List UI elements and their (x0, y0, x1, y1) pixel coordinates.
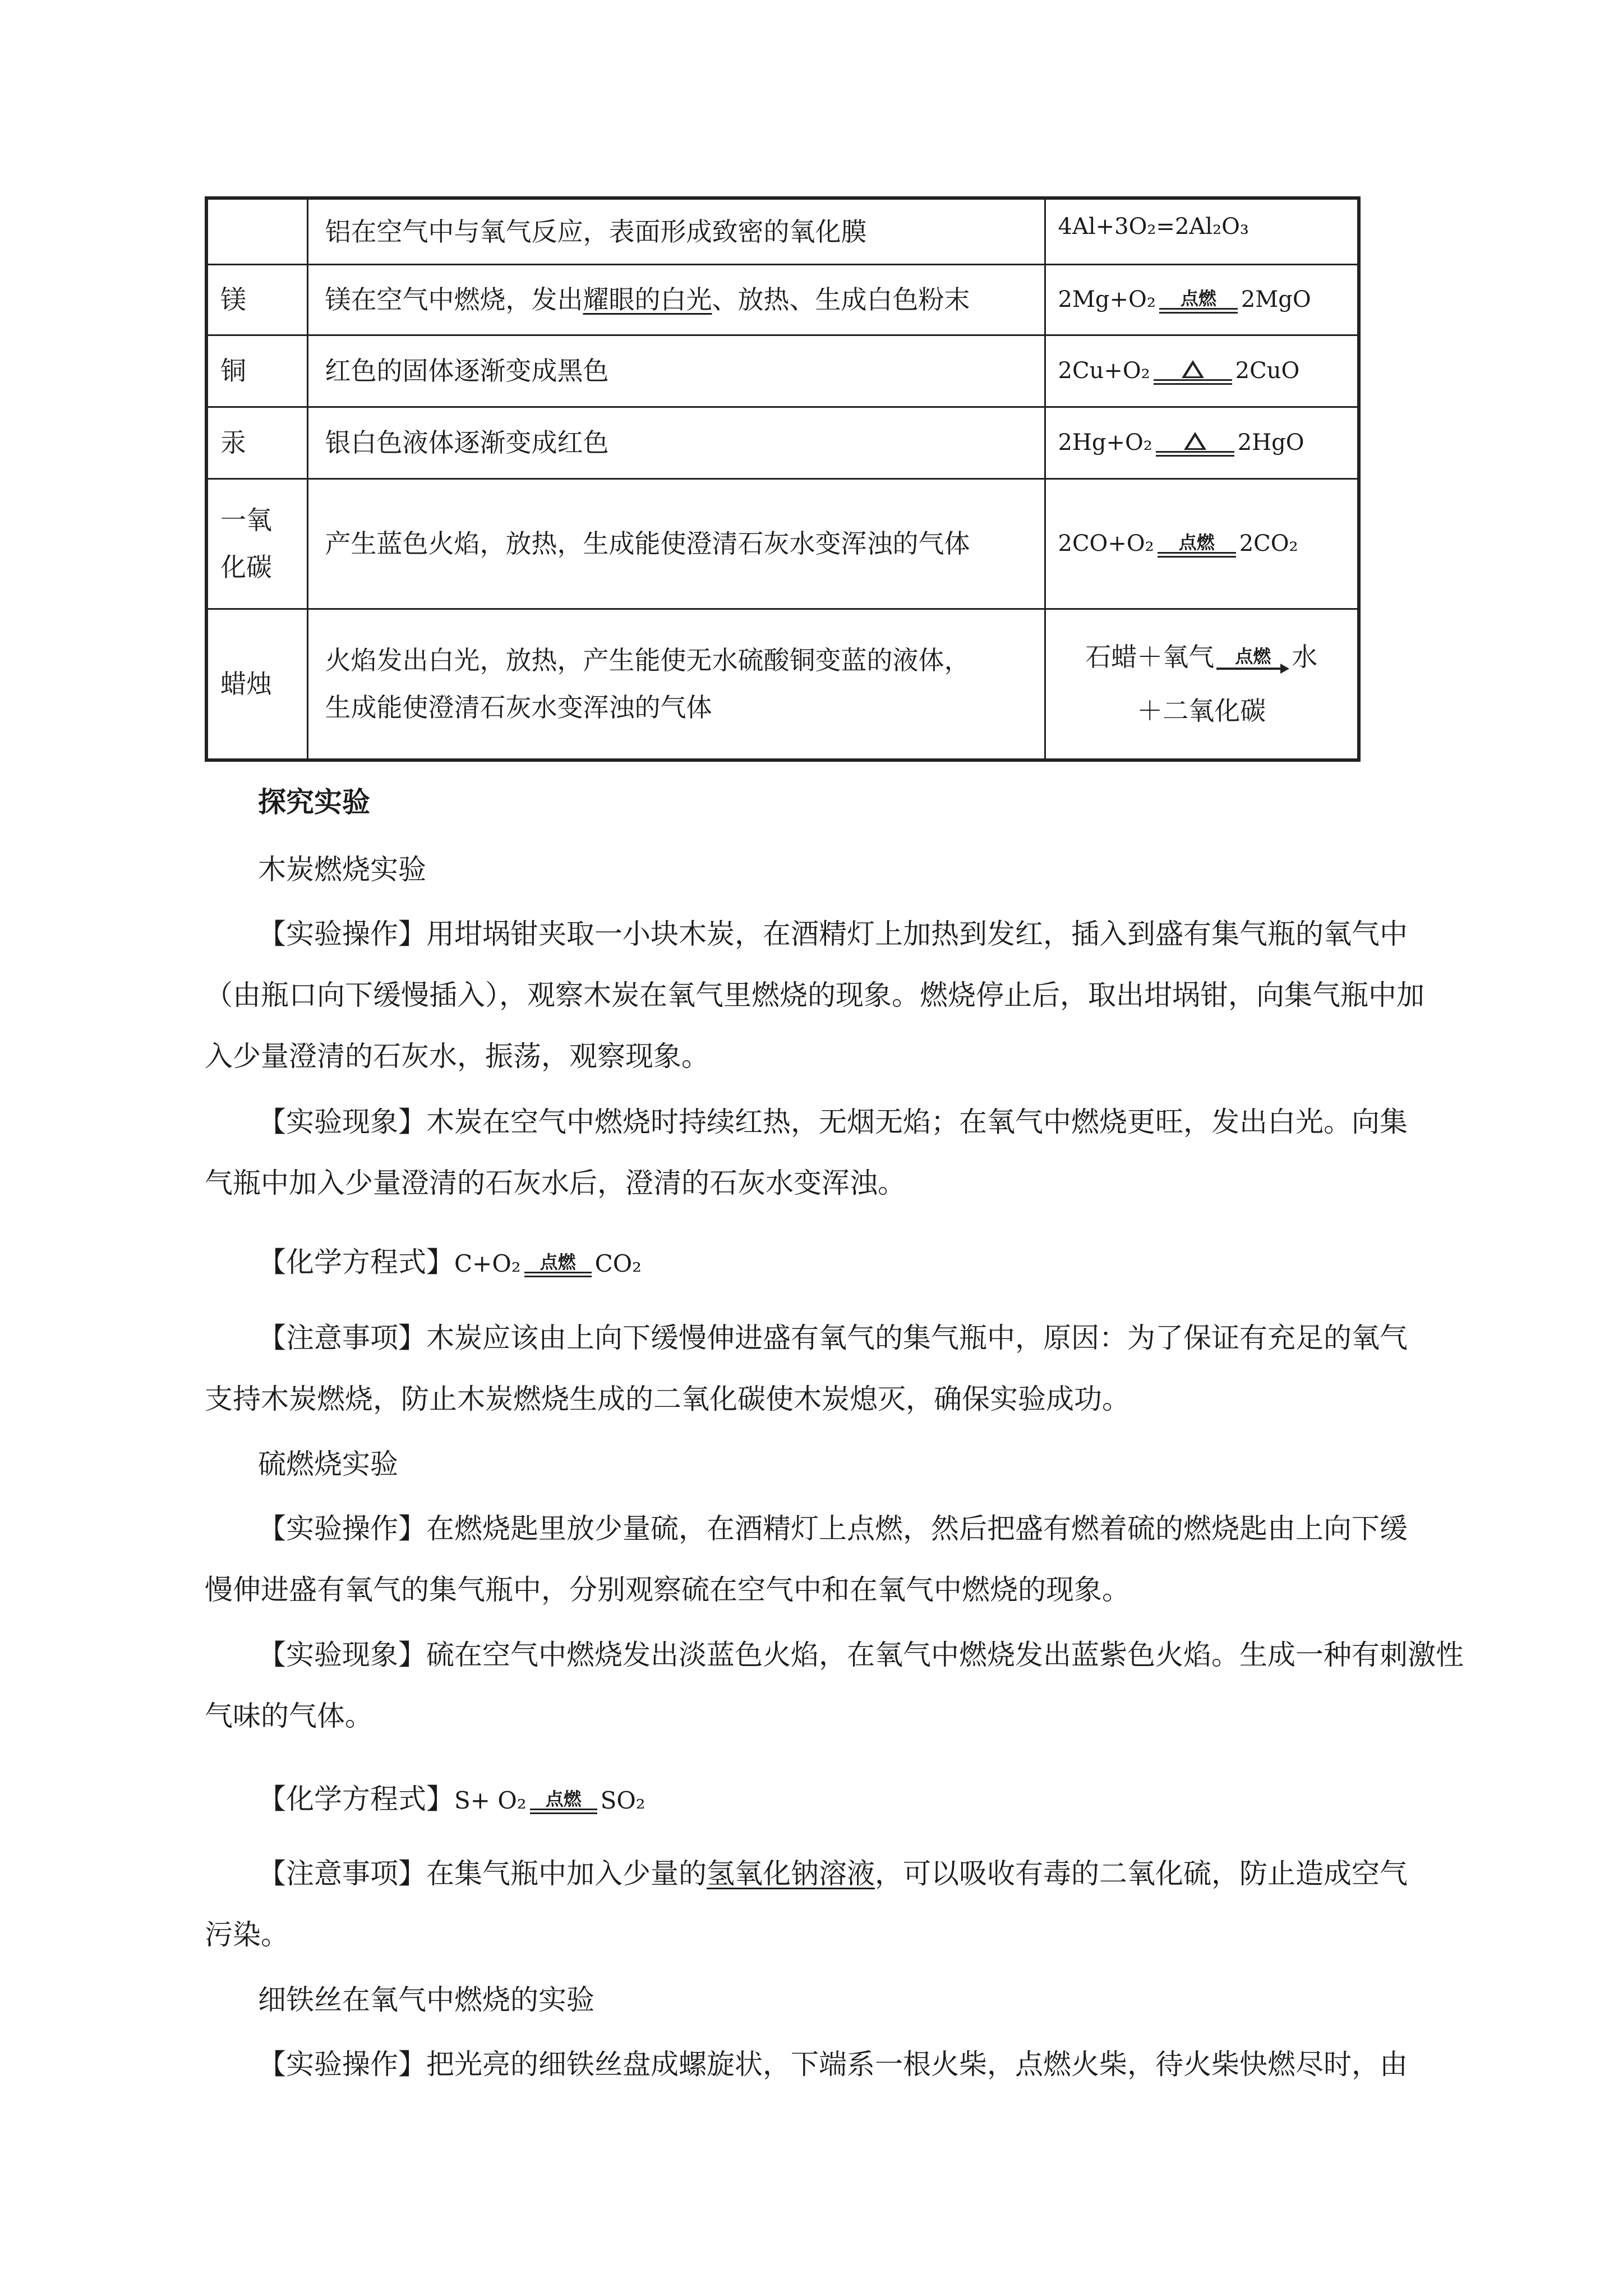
operation-paragraph: 【实验操作】在燃烧匙里放少量硫，在酒精灯上点燃，然后把盛有燃着硫的燃烧匙由上向下缓 慢伸进盛有氧气的集气瓶中，分别观察硫在空气中和在氧气中燃烧的现象。 (205, 1512, 1408, 1606)
equation-right: 2MgO (1241, 287, 1311, 312)
equation-right: SO₂ (600, 1787, 645, 1814)
experiment-title: 木炭燃烧实验 (258, 853, 426, 886)
ignition-condition (524, 1253, 592, 1277)
equation-left: 2Hg+O₂ (1058, 430, 1152, 455)
equation-cell (1045, 609, 1359, 760)
operation-paragraph: 【实验操作】用坩埚钳夹取一小块木炭，在酒精灯上加热到发红，插入到盛有集气瓶的氧气中 （由瓶口向下缓慢插入），观察木炭在氧气里燃烧的现象。燃烧停止后，取出坩埚钳，向集气瓶中加 入少量澄清的石灰水，振荡，观察现象。 (205, 918, 1424, 1073)
equation-cell (1045, 264, 1359, 335)
condition-label: 点燃 (1178, 532, 1215, 553)
operation-paragraph: 【实验操作】把光亮的细铁丝盘成螺旋状，下端系一根火柴，点燃火柴，待火柴快燃尽时，由 (258, 2048, 1408, 2081)
substance-cell: 铜 (206, 335, 307, 407)
experiment-title: 细铁丝在氧气中燃烧的实验 (258, 1984, 594, 2016)
triangle-icon (1182, 360, 1204, 378)
equation-right: 水 (1292, 642, 1318, 673)
table-row (206, 407, 1359, 478)
equation-left: 2Mg+O₂ (1058, 287, 1156, 312)
equation-right: 2CuO (1235, 358, 1300, 384)
equals-sign (1154, 379, 1232, 385)
table-row (206, 198, 1359, 264)
arrow-icon (1216, 666, 1289, 671)
equation-cell: 4Al+3O₂=2Al₂O₃ (1045, 198, 1359, 264)
ignition-arrow (1216, 647, 1289, 671)
condition-label: 点燃 (1180, 288, 1216, 309)
phenomenon-cell: 红色的固体逐渐变成黑色 (307, 335, 1045, 407)
equation-paragraph: 【化学方程式】C+O₂ 点燃 CO₂ (258, 1246, 642, 1278)
table-row (206, 478, 1359, 609)
ignition-condition (530, 1789, 597, 1814)
equation-cell (1045, 407, 1359, 478)
equation-left: S+ O₂ (454, 1787, 527, 1814)
equals-sign (1156, 451, 1234, 457)
equation-left: C+O₂ (454, 1250, 521, 1277)
equation-right: 2HgO (1237, 430, 1304, 455)
equation-right: 2CO₂ (1239, 531, 1298, 556)
note-paragraph: 【注意事项】木炭应该由上向下缓慢伸进盛有氧气的集气瓶中，原因：为了保证有充足的氧气 支持木炭燃烧，防止木炭燃烧生成的二氧化碳使木炭熄灭，确保实验成功。 (205, 1322, 1408, 1415)
equation-cell (1045, 478, 1359, 609)
phenomenon-cell: 产生蓝色火焰，放热，生成能使澄清石灰水变浑浊的气体 (307, 478, 1045, 609)
section-title: 探究实验 (258, 786, 370, 818)
phenomenon-cell: 火焰发出白光，放热，产生能使无水硫酸铜变蓝的液体， 生成能使澄清石灰水变浑浊的气体 (307, 609, 1045, 760)
ignition-condition (1158, 533, 1236, 558)
triangle-icon (1184, 432, 1206, 450)
condition-label: 点燃 (540, 1251, 576, 1273)
phenomenon-paragraph: 【实验现象】木炭在空气中燃烧时持续红热，无烟无焰；在氧气中燃烧更旺，发出白光。向集 气瓶中加入少量澄清的石灰水后，澄清的石灰水变浑浊。 (205, 1106, 1408, 1199)
equation-paragraph: 【化学方程式】S+ O₂ 点燃 SO₂ (258, 1783, 645, 1815)
equation-right: CO₂ (594, 1250, 642, 1277)
substance-cell (206, 198, 307, 264)
experiment-title: 硫燃烧实验 (258, 1448, 398, 1480)
phenomenon-cell (307, 264, 1045, 335)
underlined-text: 氢氧化钠溶液 (707, 1857, 875, 1890)
heating-condition (1156, 432, 1234, 457)
phenomenon-cell: 银白色液体逐渐变成红色 (307, 407, 1045, 478)
substance-cell: 蜡烛 (206, 609, 307, 760)
substance-cell: 镁 (206, 264, 307, 335)
equation-left: 石蜡＋氧气 (1085, 642, 1215, 673)
equation-left: 2CO+O₂ (1058, 531, 1154, 556)
table-row (206, 264, 1359, 335)
note-paragraph: 【注意事项】在集气瓶中加入少量的氢氧化钠溶液，可以吸收有毒的二氧化硫，防止造成空气 污染。 (205, 1857, 1408, 1951)
substance-cell: 一氧 化碳 (206, 478, 307, 609)
equation-left: 2Cu+O₂ (1058, 358, 1150, 384)
table-row (206, 609, 1359, 760)
substance-cell: 汞 (206, 407, 307, 478)
equation-cell (1045, 335, 1359, 407)
heating-condition (1154, 360, 1232, 385)
ignition-condition (1159, 289, 1238, 314)
reaction-table (205, 196, 1361, 762)
condition-label: 点燃 (1235, 646, 1271, 668)
condition-label: 点燃 (545, 1788, 582, 1810)
equation-continuation: ＋二氧化碳 (1137, 696, 1266, 726)
phenomenon-cell: 铝在空气中与氧气反应，表面形成致密的氧化膜 (307, 198, 1045, 264)
phenomenon-text: 、放热、生成白色粉末 (712, 284, 970, 315)
table-row (206, 335, 1359, 407)
phenomenon-paragraph: 【实验现象】硫在空气中燃烧发出淡蓝色火焰，在氧气中燃烧发出蓝紫色火焰。生成一种有刺激性 气味的气体。 (205, 1639, 1464, 1732)
underlined-text: 耀眼的白光 (583, 284, 712, 315)
phenomenon-text: 镁在空气中燃烧，发出 (325, 284, 583, 315)
